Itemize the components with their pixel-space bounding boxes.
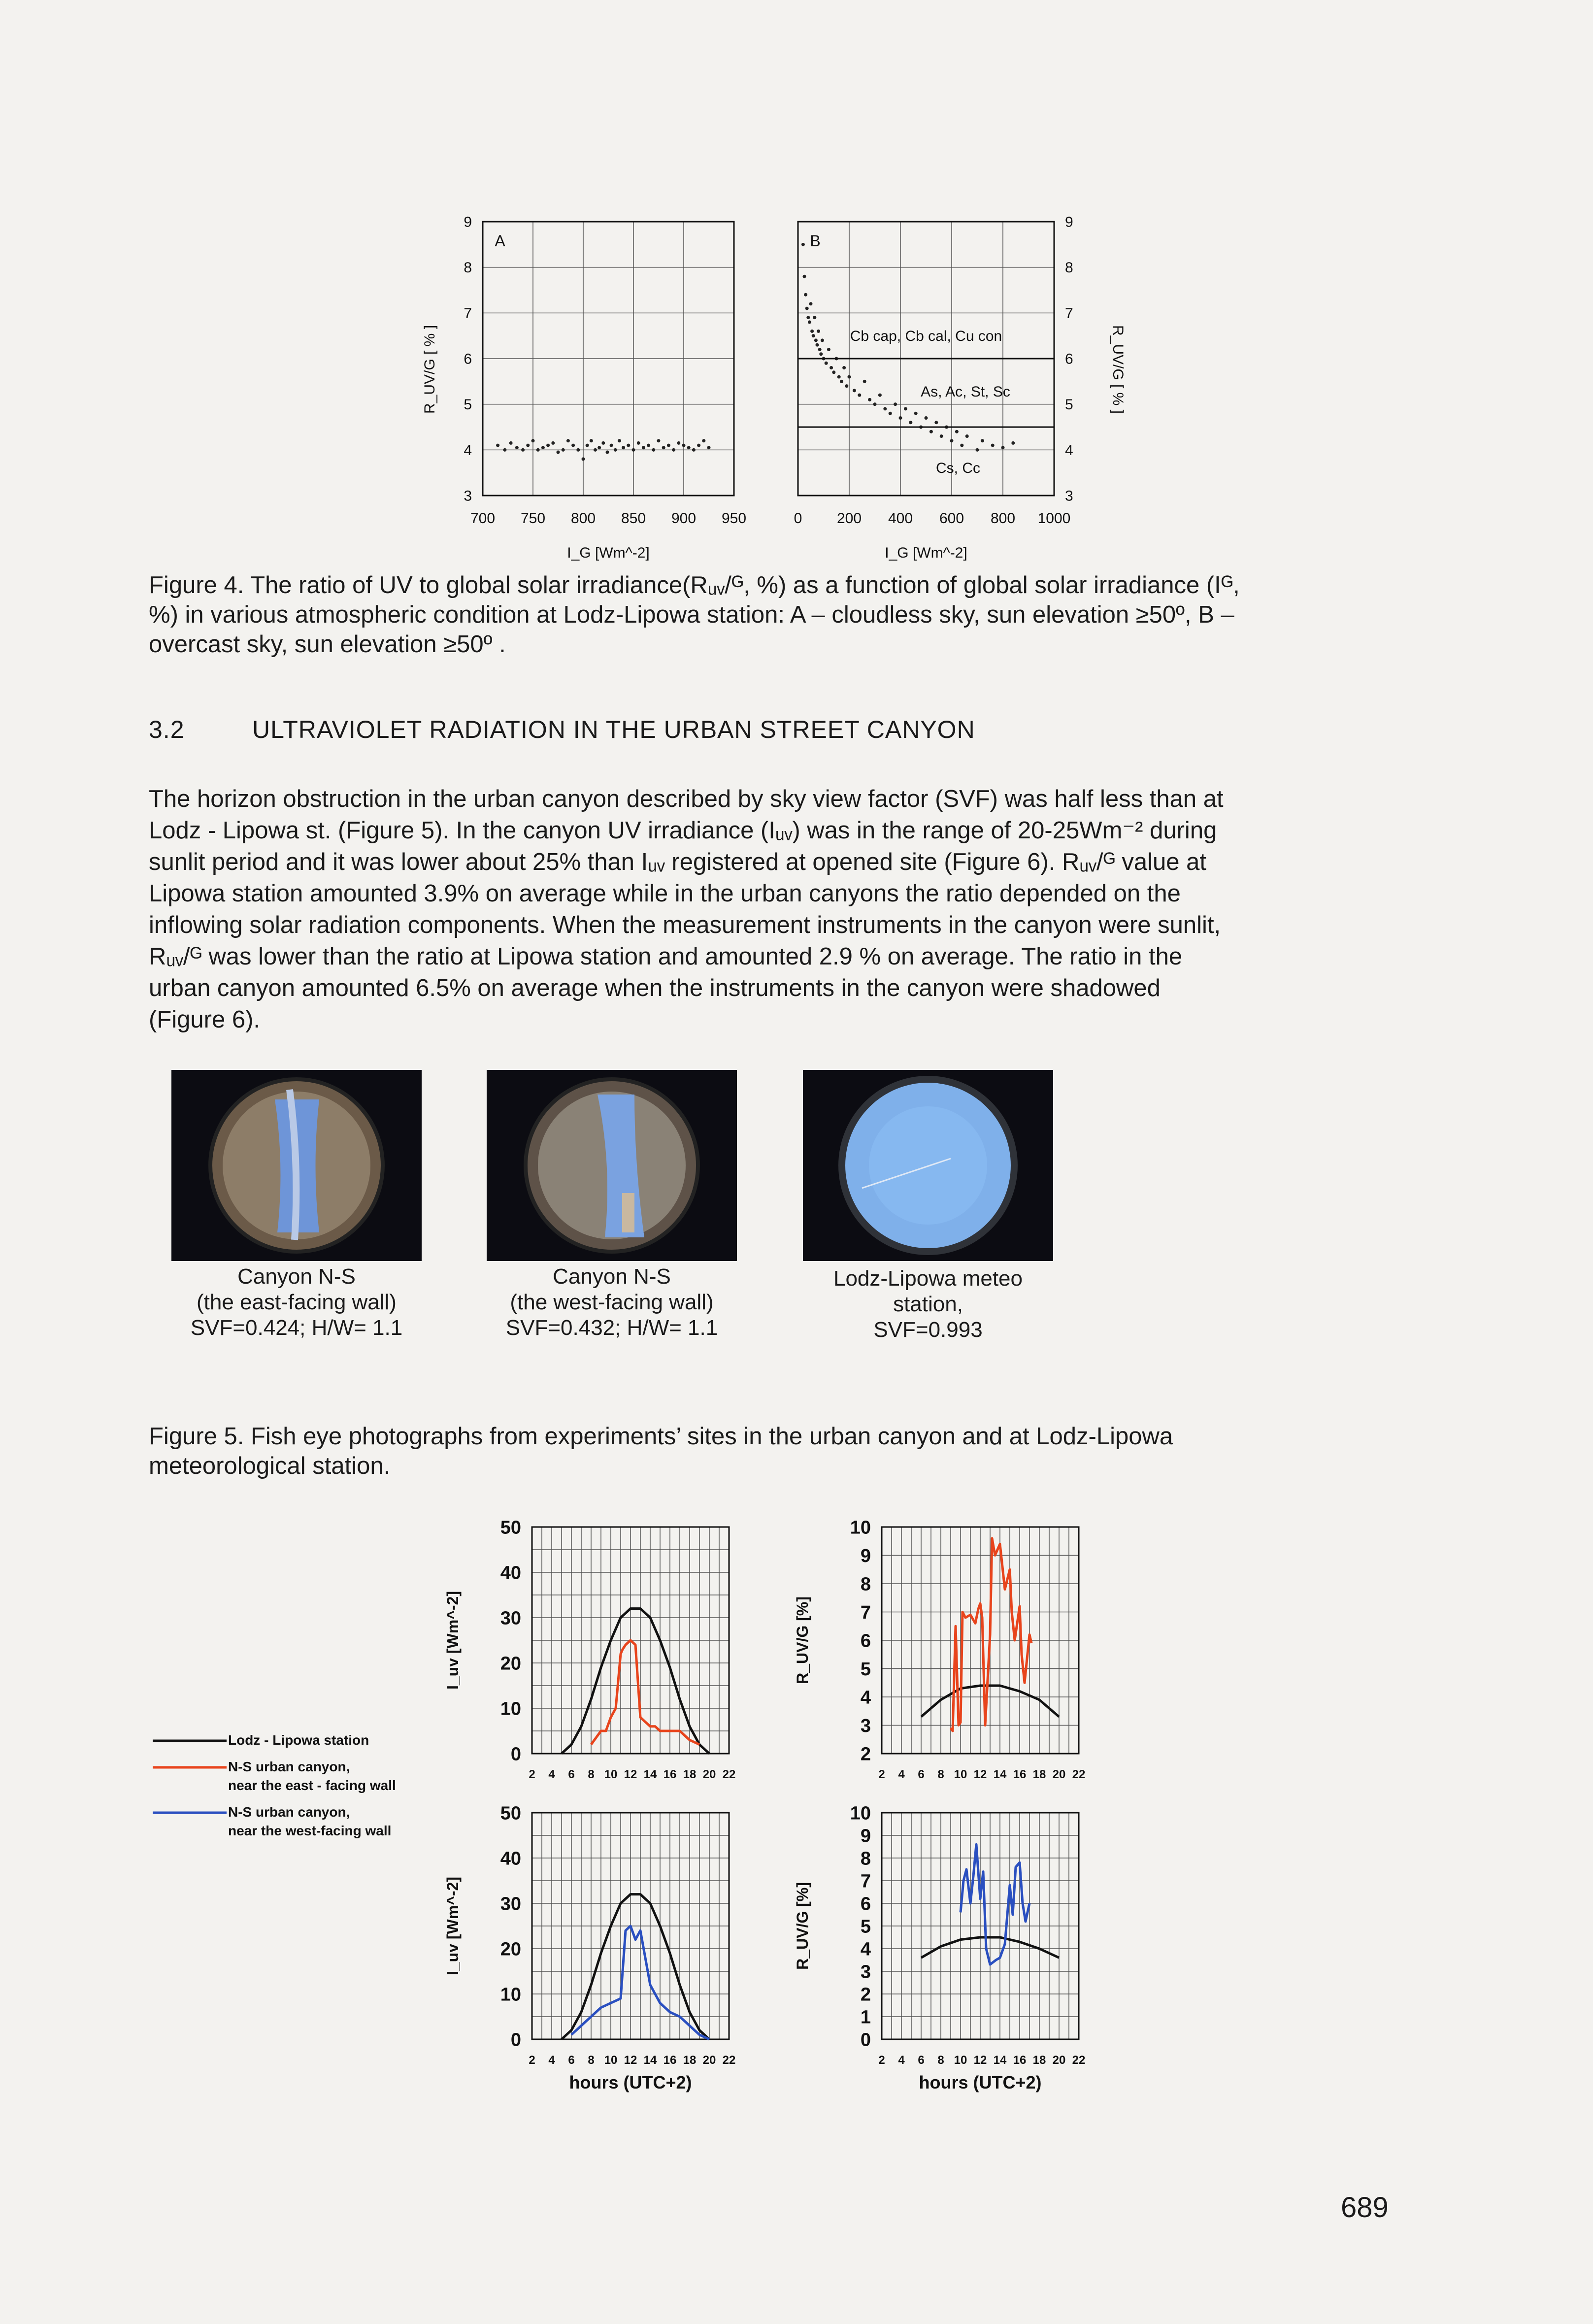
y-tick-label: 6: [1065, 351, 1073, 367]
y-tick-label: 4: [1065, 442, 1073, 459]
x-tick-label: 18: [1032, 1768, 1046, 1781]
x-tick-label: 18: [1032, 2054, 1046, 2067]
figure6-panel-ratio-west: [794, 1803, 1085, 2092]
data-point: [812, 334, 815, 337]
y-axis-label: R_UV/G [%]: [794, 1882, 811, 1970]
data-point: [526, 444, 530, 447]
data-point: [991, 444, 995, 447]
data-point: [845, 384, 848, 388]
x-tick-label: 20: [1052, 2054, 1066, 2067]
x-tick-label: 2: [878, 2054, 885, 2067]
y-tick-label: 20: [500, 1653, 521, 1674]
x-tick-label: 800: [570, 510, 596, 527]
data-point: [536, 448, 540, 452]
photo-caption-line: station,: [893, 1292, 963, 1316]
paragraph-line: Lipowa station amounted 3.9% on average while in the urban canyons the ratio depended on the: [149, 880, 1181, 907]
y-tick-label: 10: [850, 1803, 871, 1824]
figure4-panel-a: [422, 214, 746, 562]
x-axis-label: hours (UTC+2): [919, 2072, 1042, 2092]
x-tick-label: 700: [470, 510, 496, 527]
y-tick-label: 6: [464, 351, 472, 367]
x-tick-label: 18: [683, 2054, 697, 2067]
y-tick-label: 9: [860, 1545, 871, 1566]
y-tick-label: 0: [510, 1744, 521, 1765]
x-tick-label: 1000: [1037, 510, 1071, 527]
data-point: [960, 444, 963, 447]
y-tick-label: 4: [860, 1939, 871, 1960]
data-point: [858, 394, 861, 397]
y-tick-label: 5: [464, 397, 472, 413]
cloud-class-label: Cs, Cc: [936, 460, 980, 476]
data-point: [614, 448, 617, 452]
x-tick-label: 14: [993, 1768, 1007, 1781]
figure4-caption-line: overcast sky, sun elevation ≥50º .: [149, 631, 506, 658]
x-tick-label: 16: [1013, 2054, 1027, 2067]
series-line: [562, 1894, 709, 2039]
x-tick-label: 6: [568, 2054, 575, 2067]
data-point: [909, 421, 912, 424]
section-title: ULTRAVIOLET RADIATION IN THE URBAN STREET CANYON: [252, 716, 975, 743]
data-point: [818, 348, 822, 351]
data-point: [806, 316, 810, 319]
paragraph-line: The horizon obstruction in the urban canyon described by sky view factor (SVF) was half less than at: [149, 786, 1224, 812]
figure6-panel-iuv-west: [444, 1803, 735, 2092]
data-point: [586, 444, 589, 447]
y-tick-label: 3: [860, 1715, 871, 1736]
y-axis-label: I_uv [Wm^-2]: [444, 1591, 462, 1690]
figure6-legend: [153, 1732, 396, 1838]
y-tick-label: 4: [464, 442, 472, 459]
y-tick-label: 5: [860, 1659, 871, 1680]
data-point: [848, 375, 851, 379]
data-point: [642, 446, 645, 449]
y-tick-label: 5: [860, 1916, 871, 1937]
photo-caption-line: (the west-facing wall): [510, 1290, 714, 1314]
x-tick-label: 2: [529, 2054, 535, 2067]
data-point: [672, 448, 675, 452]
data-point: [618, 439, 621, 442]
photo-caption-line: Canyon N-S: [237, 1264, 356, 1289]
data-point: [965, 434, 969, 438]
y-tick-label: 7: [860, 1602, 871, 1623]
paragraph-line: sunlit period and it was lower about 25% than Iᵤᵥ registered at opened site (Figure 6). Rᵤᵥ/ᴳ value at: [149, 849, 1206, 875]
data-point: [557, 450, 560, 454]
data-point: [627, 444, 630, 447]
figure5-caption-line: Figure 5. Fish eye photographs from experiments’ sites in the urban canyon and at Lodz-Lipowa: [149, 1423, 1173, 1450]
x-tick-label: 850: [621, 510, 646, 527]
data-point: [832, 370, 835, 374]
data-point: [904, 407, 907, 410]
data-point: [825, 362, 828, 365]
y-tick-label: 9: [860, 1826, 871, 1847]
y-tick-label: 30: [500, 1608, 521, 1629]
legend-label: near the west-facing wall: [228, 1823, 392, 1838]
y-axis-label: R_UV/G [ % ]: [1110, 325, 1126, 414]
y-tick-label: 2: [860, 1984, 871, 2005]
data-point: [571, 444, 575, 447]
data-point: [853, 389, 856, 392]
x-tick-label: 16: [663, 2054, 677, 2067]
data-point: [801, 243, 805, 246]
y-axis-label: R_UV/G [ % ]: [422, 325, 438, 414]
x-tick-label: 10: [954, 1768, 967, 1781]
panel-label: A: [495, 232, 505, 250]
data-point: [809, 302, 813, 305]
y-tick-label: 30: [500, 1893, 521, 1915]
paragraph-line: (Figure 6).: [149, 1006, 261, 1033]
data-point: [662, 446, 665, 449]
y-tick-label: 1: [860, 2007, 871, 2028]
data-point: [605, 450, 609, 454]
y-tick-label: 7: [1065, 305, 1073, 322]
x-tick-label: 8: [937, 2054, 944, 2067]
data-point: [702, 439, 705, 442]
data-point: [521, 448, 525, 452]
photo-caption-line: SVF=0.432; H/W= 1.1: [505, 1316, 718, 1340]
data-point: [840, 380, 843, 383]
data-point: [976, 448, 979, 452]
data-point: [632, 448, 635, 452]
y-tick-label: 6: [860, 1893, 871, 1915]
legend-label: near the east - facing wall: [228, 1778, 396, 1793]
data-point: [622, 446, 625, 449]
data-point: [637, 441, 640, 445]
data-point: [950, 439, 954, 442]
x-tick-label: 22: [1072, 2054, 1086, 2067]
x-tick-label: 10: [954, 2054, 967, 2067]
data-point: [873, 402, 877, 406]
x-tick-label: 12: [624, 2054, 637, 2067]
section-number: 3.2: [149, 716, 185, 743]
figure5-caption: [149, 1422, 1400, 1481]
data-point: [894, 402, 897, 406]
data-point: [817, 330, 820, 333]
data-point: [981, 439, 984, 442]
figure4-chart: [414, 207, 1133, 571]
photo-caption-line: (the east-facing wall): [197, 1290, 397, 1314]
figure6-chart: [148, 1512, 1133, 2123]
photo-caption-line: SVF=0.424; H/W= 1.1: [190, 1316, 403, 1340]
data-point: [955, 430, 959, 433]
data-point: [707, 446, 711, 449]
y-tick-label: 10: [850, 1517, 871, 1538]
data-point: [647, 444, 650, 447]
y-tick-label: 50: [500, 1517, 521, 1538]
y-axis-label: R_UV/G [%]: [794, 1596, 811, 1684]
section-heading: [149, 715, 975, 744]
data-point: [899, 416, 902, 420]
data-point: [1011, 441, 1015, 445]
data-point: [509, 441, 513, 445]
figure6-panel-ratio-east: [794, 1517, 1085, 1781]
data-point: [515, 446, 519, 449]
x-tick-label: 12: [973, 2054, 987, 2067]
data-point: [652, 448, 655, 452]
photo-caption-west: [474, 1264, 750, 1341]
x-tick-label: 8: [588, 2054, 595, 2067]
x-tick-label: 4: [548, 2054, 555, 2067]
y-tick-label: 0: [510, 2029, 521, 2051]
y-tick-label: 9: [464, 214, 472, 231]
legend-label: N-S urban canyon,: [228, 1804, 350, 1820]
x-tick-label: 400: [888, 510, 913, 527]
x-tick-label: 2: [529, 1768, 535, 1781]
x-tick-label: 22: [722, 1768, 736, 1781]
data-point: [863, 380, 866, 383]
data-point: [597, 446, 601, 449]
y-tick-label: 7: [464, 305, 472, 322]
panel-label: B: [810, 232, 821, 250]
data-point: [610, 444, 613, 447]
x-tick-label: 20: [702, 1768, 716, 1781]
data-point: [687, 446, 691, 449]
x-tick-label: 6: [918, 1768, 925, 1781]
y-tick-label: 40: [500, 1562, 521, 1584]
y-tick-label: 7: [860, 1871, 871, 1892]
x-tick-label: 10: [604, 1768, 618, 1781]
x-tick-label: 950: [721, 510, 747, 527]
y-tick-label: 2: [860, 1744, 871, 1765]
data-point: [582, 457, 585, 461]
photo-caption-line: SVF=0.993: [873, 1318, 983, 1342]
data-point: [692, 448, 696, 452]
figure4-caption-line: Figure 4. The ratio of UV to global solar irradiance(Rᵤᵥ/ᴳ, %) as a function of global solar irradiance (Iᴳ,: [149, 572, 1240, 598]
x-tick-label: 4: [898, 2054, 905, 2067]
data-point: [868, 398, 871, 401]
paragraph-line: inflowing solar radiation components. When the measurement instruments in the canyon were sunlit,: [149, 912, 1221, 938]
y-tick-label: 50: [500, 1803, 521, 1824]
data-point: [594, 448, 597, 452]
photo-caption-lipowa: [790, 1266, 1066, 1343]
y-tick-label: 20: [500, 1939, 521, 1960]
y-tick-label: 9: [1065, 214, 1073, 231]
x-tick-label: 200: [836, 510, 862, 527]
y-axis-label: I_uv [Wm^-2]: [444, 1876, 462, 1976]
data-point: [842, 366, 846, 369]
data-point: [810, 330, 814, 333]
x-tick-label: 800: [990, 510, 1016, 527]
data-point: [546, 444, 550, 447]
y-tick-label: 8: [1065, 260, 1073, 276]
paragraph-line: urban canyon amounted 6.5% on average when the instruments in the canyon were shadowed: [149, 975, 1161, 1001]
data-point: [813, 316, 816, 319]
cloud-class-label: As, Ac, St, Sc: [921, 384, 1010, 400]
data-point: [805, 307, 809, 310]
data-point: [819, 352, 823, 356]
figure6-panel-iuv-east: [444, 1517, 735, 1781]
data-point: [804, 293, 807, 297]
data-point: [503, 448, 506, 452]
fisheye-photo-west: [487, 1070, 737, 1261]
x-tick-label: 22: [722, 2054, 736, 2067]
data-point: [814, 338, 818, 342]
y-tick-label: 40: [500, 1848, 521, 1869]
x-tick-label: 4: [548, 1768, 555, 1781]
data-point: [914, 412, 918, 415]
photo-caption-east: [159, 1264, 434, 1341]
y-tick-label: 0: [860, 2029, 871, 2051]
x-tick-label: 14: [993, 2054, 1007, 2067]
data-point: [541, 446, 545, 449]
x-tick-label: 8: [588, 1768, 595, 1781]
data-point: [1001, 446, 1005, 449]
data-point: [677, 441, 680, 445]
x-tick-label: 8: [937, 1768, 944, 1781]
data-point: [821, 338, 824, 342]
x-tick-label: 600: [939, 510, 964, 527]
paragraph-line: Lodz - Lipowa st. (Figure 5). In the canyon UV irradiance (Iᵤᵥ) was in the range of 20-25Wm⁻² during: [149, 817, 1217, 844]
y-tick-label: 5: [1065, 397, 1073, 413]
photo-caption-line: Lodz-Lipowa meteo: [833, 1266, 1023, 1291]
x-tick-label: 18: [683, 1768, 697, 1781]
data-point: [803, 275, 806, 278]
data-point: [940, 434, 943, 438]
legend-label: N-S urban canyon,: [228, 1759, 350, 1774]
series-line: [591, 1640, 699, 1745]
x-axis-label: I_G [Wm^-2]: [567, 545, 650, 561]
x-tick-label: 14: [643, 2054, 657, 2067]
x-tick-label: 900: [671, 510, 697, 527]
x-axis-label: I_G [Wm^-2]: [885, 545, 967, 561]
data-point: [551, 441, 555, 445]
y-tick-label: 8: [860, 1574, 871, 1595]
x-tick-label: 4: [898, 1768, 905, 1781]
figure5-caption-line: meteorological station.: [149, 1453, 391, 1479]
figure4-caption: [149, 570, 1400, 659]
data-point: [934, 421, 938, 424]
data-point: [562, 448, 565, 452]
data-point: [837, 375, 841, 379]
x-tick-label: 16: [663, 1768, 677, 1781]
figure4-caption-line: %) in various atmospheric condition at Lodz-Lipowa station: A – cloudless sky, sun elevation ≥50º, B –: [149, 601, 1234, 628]
x-tick-label: 750: [520, 510, 546, 527]
data-point: [830, 366, 833, 369]
y-tick-label: 6: [860, 1630, 871, 1652]
x-tick-label: 20: [702, 2054, 716, 2067]
data-point: [657, 439, 661, 442]
data-point: [929, 430, 933, 433]
fisheye-photo-lipowa: [803, 1070, 1053, 1261]
data-point: [827, 348, 830, 351]
x-tick-label: 22: [1072, 1768, 1086, 1781]
page-number: 689: [1341, 2191, 1389, 2224]
x-tick-label: 12: [973, 1768, 987, 1781]
data-point: [590, 439, 593, 442]
body-paragraph: [149, 783, 1400, 1035]
data-point: [566, 439, 570, 442]
data-point: [682, 444, 686, 447]
data-point: [601, 441, 605, 445]
y-tick-label: 4: [860, 1687, 871, 1708]
data-point: [531, 439, 535, 442]
data-point: [808, 320, 811, 324]
x-tick-label: 6: [568, 1768, 575, 1781]
series-line: [562, 1609, 709, 1754]
photo-caption-line: Canyon N-S: [553, 1264, 671, 1289]
y-tick-label: 8: [860, 1848, 871, 1869]
data-point: [925, 416, 928, 420]
x-tick-label: 12: [624, 1768, 637, 1781]
y-tick-label: 10: [500, 1984, 521, 2005]
y-tick-label: 10: [500, 1698, 521, 1720]
data-point: [496, 444, 499, 447]
figure4-panel-b: [794, 214, 1126, 562]
x-axis-label: hours (UTC+2): [569, 2072, 692, 2092]
x-tick-label: 16: [1013, 1768, 1027, 1781]
y-tick-label: 3: [860, 1961, 871, 1983]
paragraph-line: Rᵤᵥ/ᴳ was lower than the ratio at Lipowa station and amounted 2.9 % on average. The ratio in the: [149, 943, 1183, 970]
data-point: [576, 448, 580, 452]
series-line: [961, 1844, 1029, 1964]
x-tick-label: 10: [604, 2054, 618, 2067]
data-point: [883, 407, 887, 410]
y-tick-label: 3: [1065, 488, 1073, 504]
data-point: [878, 394, 882, 397]
x-tick-label: 6: [918, 2054, 925, 2067]
data-point: [889, 412, 892, 415]
data-point: [816, 343, 819, 347]
x-tick-label: 14: [643, 1768, 657, 1781]
data-point: [667, 444, 670, 447]
x-tick-label: 2: [878, 1768, 885, 1781]
y-tick-label: 8: [464, 260, 472, 276]
x-tick-label: 20: [1052, 1768, 1066, 1781]
x-tick-label: 0: [794, 510, 802, 527]
data-point: [697, 444, 700, 447]
cloud-class-label: Cb cap, Cb cal, Cu con: [850, 328, 1002, 344]
legend-label: Lodz - Lipowa station: [228, 1732, 369, 1748]
y-tick-label: 3: [464, 488, 472, 504]
fisheye-photo-east: [171, 1070, 422, 1261]
